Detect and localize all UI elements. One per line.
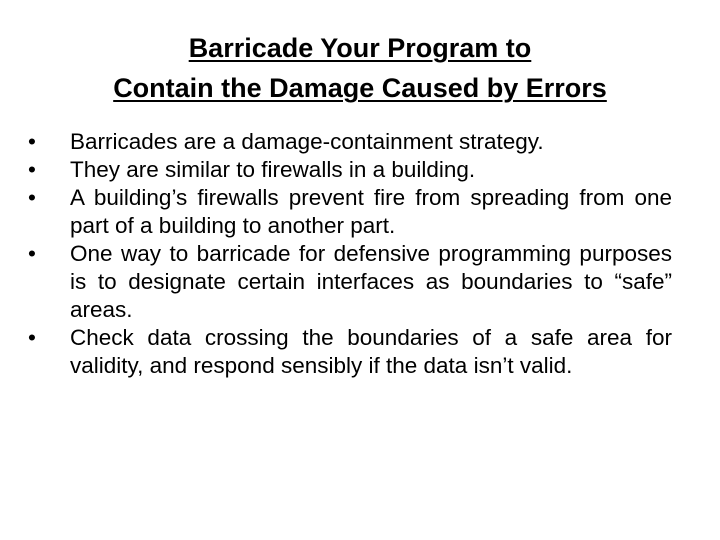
bullet-text: Check data crossing the boundaries of a safe area for validity, and respond sensibly if the data isn’t valid. [70, 325, 672, 378]
bullet-item [22, 184, 672, 240]
bullet-text: They are similar to firewalls in a building. [70, 157, 476, 182]
bullet-icon: • [28, 325, 36, 350]
bullet-item [22, 156, 672, 184]
bullet-item [22, 324, 672, 380]
slide-title-line-1: Barricade Your Program to [188, 33, 532, 63]
bullet-icon: • [28, 185, 36, 210]
bullet-text: One way to barricade for defensive programming purposes is to designate certain interfaces as boundaries to “safe” areas. [70, 241, 672, 322]
bullet-icon: • [28, 129, 36, 154]
bullet-item [22, 240, 672, 324]
slide-title-line-2: Contain the Damage Caused by Errors [113, 73, 607, 103]
bullet-list [22, 128, 672, 380]
bullet-text: A building’s firewalls prevent fire from spreading from one part of a building to another part. [70, 185, 672, 238]
bullet-icon: • [28, 157, 36, 182]
bullet-text: Barricades are a damage-containment strategy. [70, 129, 544, 154]
slide-title [40, 28, 680, 108]
bullet-icon: • [28, 241, 36, 266]
bullet-item [22, 128, 672, 156]
